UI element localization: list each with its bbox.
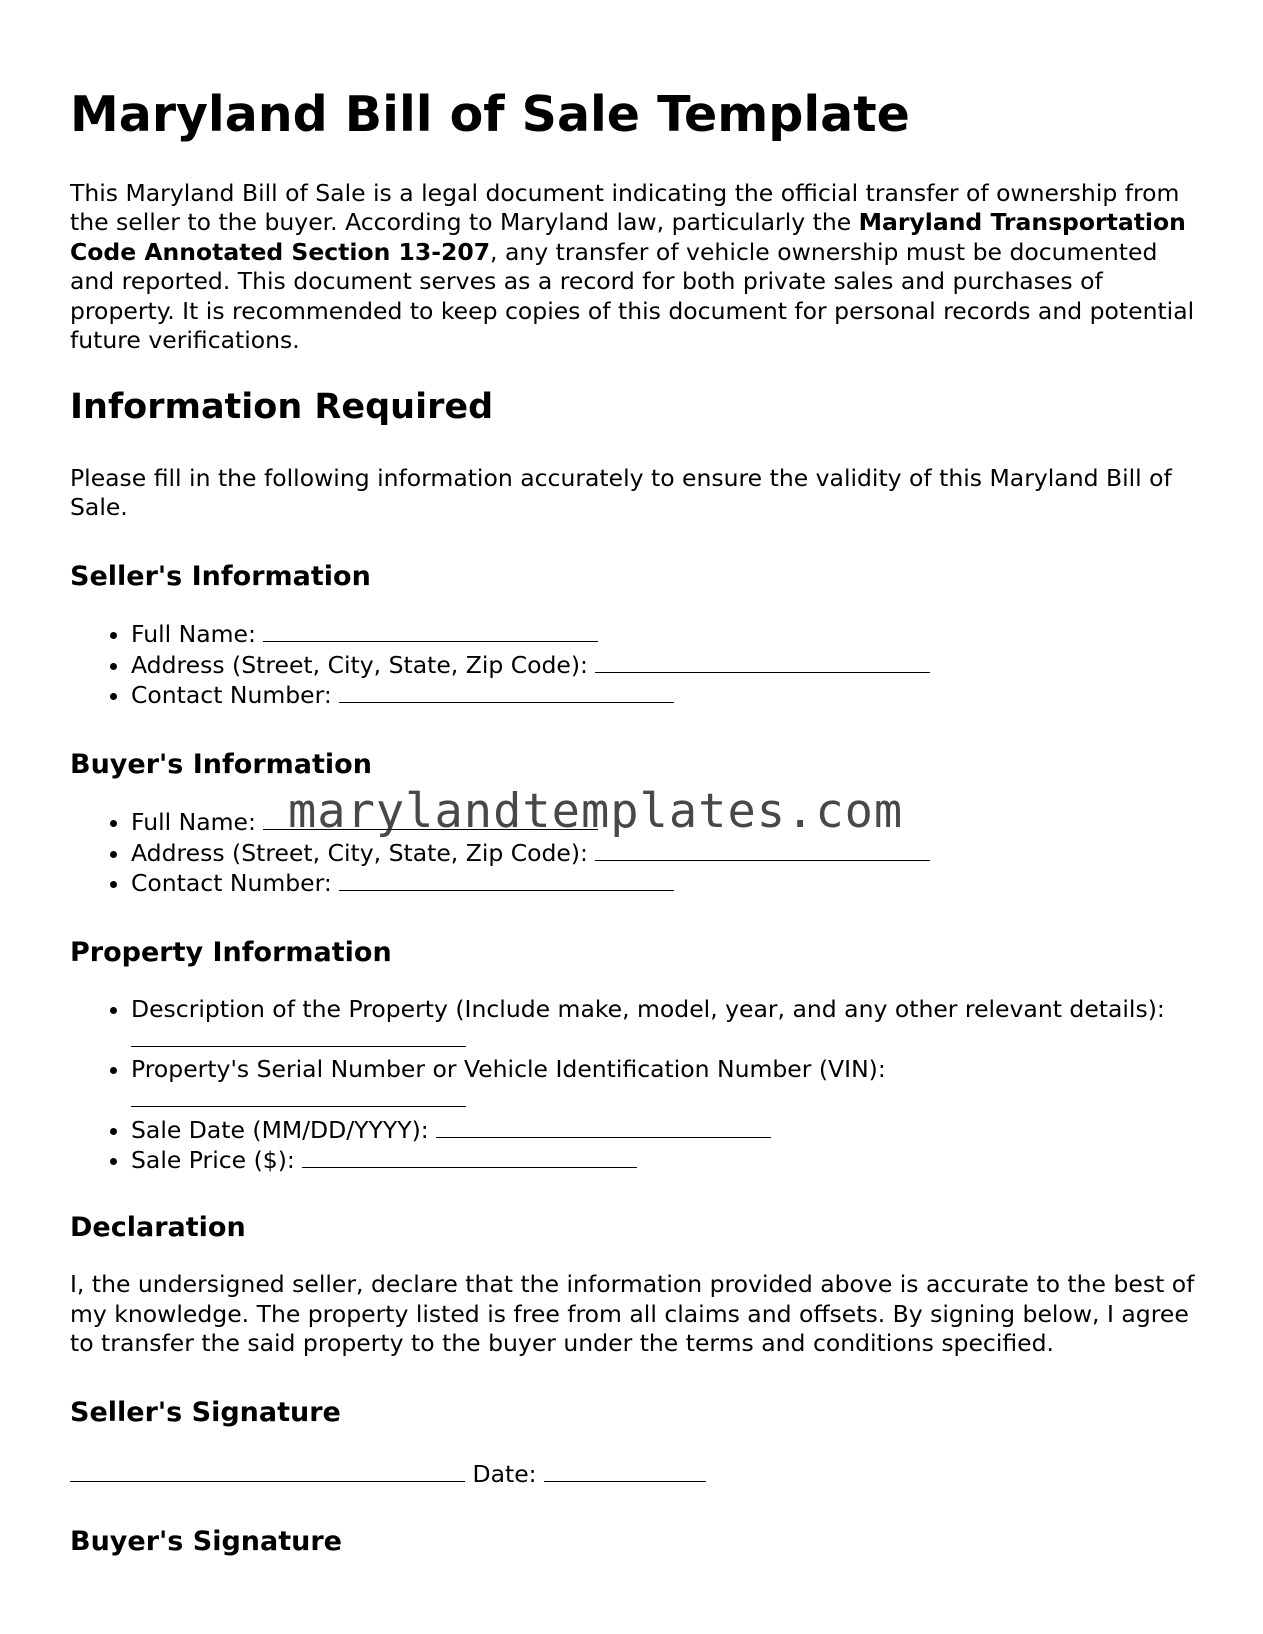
sale-price-label: Sale Price ($): — [131, 1146, 295, 1175]
intro-law-reference: Maryland Transportation Code Annotated Section 13-207 — [70, 208, 1186, 266]
buyer-signature-heading: Buyer's Signature — [70, 1525, 342, 1557]
information-required-heading: Information Required — [70, 386, 494, 427]
seller-full-name-label: Full Name: — [131, 620, 256, 649]
property-info-heading: Property Information — [70, 936, 392, 968]
list-item — [131, 868, 1200, 899]
buyer-info-heading: Buyer's Information — [70, 748, 372, 780]
seller-signature-heading: Seller's Signature — [70, 1396, 341, 1428]
declaration-heading: Declaration — [70, 1211, 246, 1243]
seller-info-heading: Seller's Information — [70, 560, 371, 592]
list-item — [131, 995, 1200, 1055]
seller-contact-label: Contact Number: — [131, 681, 332, 710]
property-description-blank[interactable] — [131, 1024, 466, 1047]
list-item — [131, 650, 1200, 681]
seller-signature-blank[interactable] — [70, 1459, 465, 1482]
declaration-text: I, the undersigned seller, declare that the information provided above is accurate to the best of my knowledge. The property listed is free from all claims and offsets. By signing below, I agree to transfer the said property to the buyer under the terms and conditions specified. — [70, 1270, 1195, 1358]
buyer-contact-blank[interactable] — [339, 868, 674, 891]
seller-address-blank[interactable] — [595, 650, 930, 673]
list-item — [131, 1145, 1200, 1176]
list-item — [131, 1115, 1200, 1146]
buyer-contact-label: Contact Number: — [131, 869, 332, 898]
list-item — [131, 1055, 1200, 1115]
intro-text-1: This Maryland Bill of Sale is a legal document indicating the official transfer of ownership from the seller to the buyer. According to Maryland law, particularly the — [70, 178, 1180, 237]
watermark-text: marylandtemplates.com — [288, 784, 904, 839]
property-vin-blank[interactable] — [131, 1084, 466, 1107]
seller-date-label: Date: — [472, 1460, 537, 1489]
list-item — [131, 807, 1200, 838]
buyer-full-name-label: Full Name: — [131, 808, 256, 837]
sale-date-label: Sale Date (MM/DD/YYYY): — [131, 1115, 429, 1144]
seller-contact-blank[interactable] — [339, 680, 674, 703]
seller-address-label: Address (Street, City, State, Zip Code): — [131, 650, 588, 679]
buyer-address-label: Address (Street, City, State, Zip Code): — [131, 838, 588, 867]
seller-signature-row — [70, 1459, 1200, 1490]
information-required-text: Please fill in the following information accurately to ensure the validity of this Maryland Bill of Sale. — [70, 463, 1172, 522]
page-title: Maryland Bill of Sale Template — [70, 86, 910, 143]
seller-info-list — [70, 619, 1200, 711]
buyer-info-list — [70, 807, 1200, 899]
intro-text-2: , any transfer of vehicle ownership must be documented and reported. This document serves as a record for both private sales and purchases of property. It is recommended to keep copies of this document for personal records and potential future verifications. — [70, 237, 1195, 355]
property-description-label: Description of the Property (Include make, model, year, and any other relevant details): — [131, 994, 1165, 1023]
seller-full-name-blank[interactable] — [263, 619, 598, 642]
buyer-address-blank[interactable] — [595, 838, 930, 861]
sale-price-blank[interactable] — [302, 1145, 637, 1168]
list-item — [131, 619, 1200, 650]
list-item — [131, 838, 1200, 869]
property-vin-label: Property's Serial Number or Vehicle Identification Number (VIN): — [131, 1054, 886, 1083]
seller-date-blank[interactable] — [544, 1459, 706, 1482]
intro-paragraph — [70, 179, 1200, 356]
sale-date-blank[interactable] — [436, 1115, 771, 1138]
property-info-list — [70, 995, 1200, 1176]
buyer-full-name-blank[interactable] — [263, 807, 598, 830]
list-item — [131, 680, 1200, 711]
document-page — [70, 86, 1200, 1584]
